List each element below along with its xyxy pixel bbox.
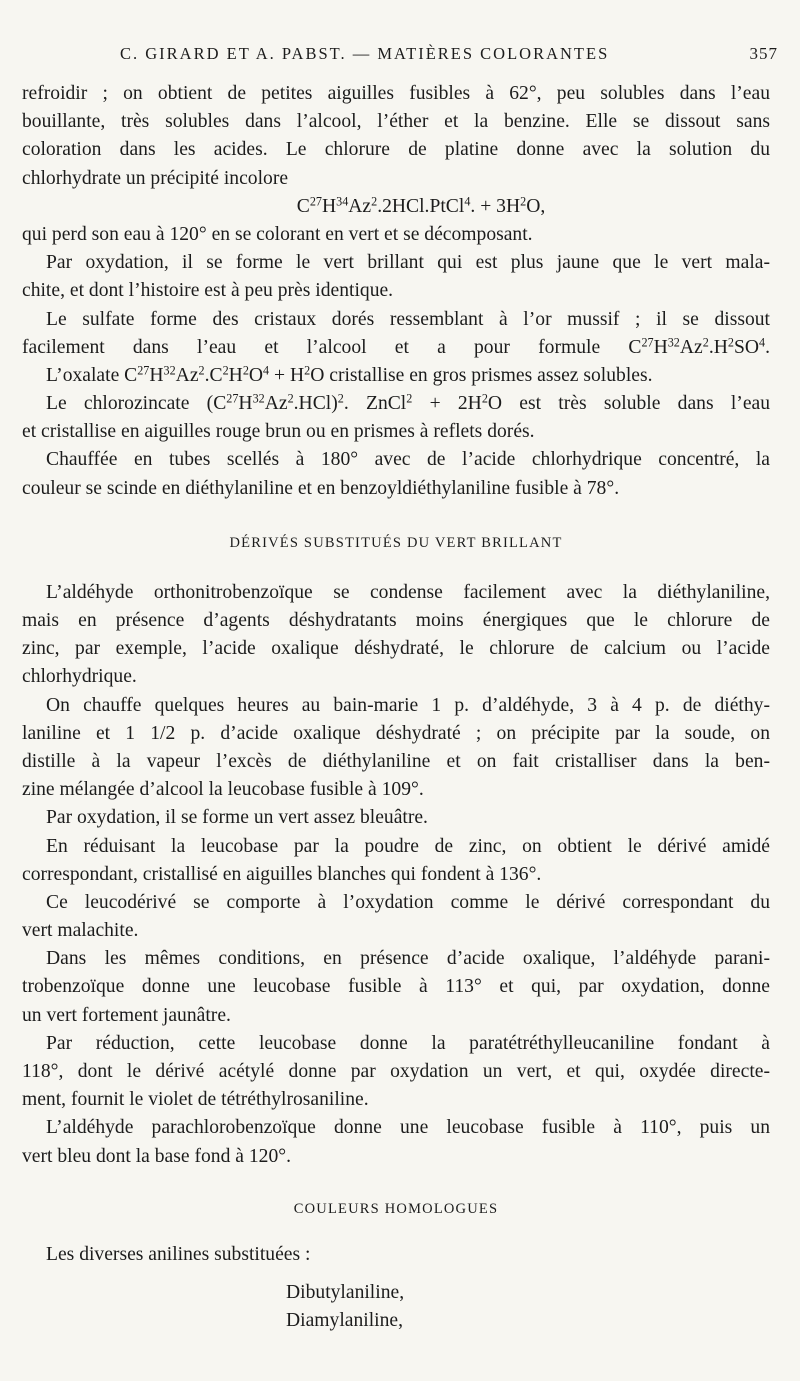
- running-head: C. GIRARD ET A. PABST. — MATIÈRES COLORANTES: [120, 44, 610, 63]
- text-line-with-formula: L’oxalate $C^{27}H^{32}Az^2.C^2H^2O^4 + H^2O$ cristallise en gros prismes assez solubles.: [46, 363, 653, 386]
- text-line: Chauffée en tubes scellés à 180° avec de l’acide chlorhydrique concentré, la: [46, 449, 770, 471]
- text-line: zinc, par exemple, l’acide oxalique déshydraté, le chlorure de calcium ou l’acide: [22, 638, 770, 660]
- text-line: Ce leucodérivé se comporte à l’oxydation comme le dérivé correspondant du: [46, 891, 770, 913]
- text-line: chlorhydrique.: [22, 666, 137, 688]
- text-line: Dans les mêmes conditions, en présence d’acide oxalique, l’aldéhyde parani-: [46, 948, 770, 970]
- text-line: L’aldéhyde parachlorobenzoïque donne une leucobase fusible à 110°, puis un: [46, 1117, 770, 1139]
- text-line: Le sulfate forme des cristaux dorés ressemblant à l’or mussif ; il se dissout: [46, 308, 770, 330]
- text-line: Par réduction, cette leucobase donne la paratétréthylleucaniline fondant à: [46, 1032, 770, 1054]
- text-line: 118°, dont le dérivé acétylé donne par oxydation un vert, et qui, oxydée directe-: [22, 1061, 770, 1082]
- text-line: un vert fortement jaunâtre.: [22, 1004, 231, 1026]
- text-line: Par oxydation, il se forme un vert assez bleuâtre.: [46, 807, 428, 829]
- text-line: correspondant, cristallisé en aiguilles blanches qui fondent à 136°.: [22, 863, 542, 885]
- text-line: L’aldéhyde orthonitrobenzoïque se condense facilement avec la diéthylaniline,: [46, 581, 770, 603]
- section-heading: COULEURS HOMOLOGUES: [293, 1200, 499, 1217]
- oxalate-label: L’oxalate C: [46, 364, 138, 386]
- text-line: Les diverses anilines substituées :: [46, 1243, 311, 1265]
- text-line: zine mélangée d’alcool la leucobase fusible à 109°.: [22, 779, 424, 801]
- text-line: En réduisant la leucobase par la poudre de zinc, on obtient le dérivé amidé: [46, 835, 770, 857]
- text-line: qui perd son eau à 120° en se colorant en vert et se décomposant.: [22, 223, 533, 245]
- text-line: chlorhydrate un précipité incolore: [22, 167, 289, 189]
- text-line: et cristallise en aiguilles rouge brun ou en prismes à reflets dorés.: [22, 421, 535, 443]
- text-line: laniline et 1 1/2 p. d’acide oxalique déshydraté ; on précipite par la soude, on: [22, 722, 770, 744]
- chemical-formula: $C^{27}H^{34}Az^2.2HCl.PtCl^4$. + $3H^2O$,: [296, 194, 546, 217]
- text-line: coloration dans les acides. Le chlorure de platine donne avec la solution du: [22, 139, 770, 161]
- section-heading: DÉRIVÉS SUBSTITUÉS DU VERT BRILLANT: [229, 534, 563, 551]
- text-line: mais en présence d’agents déshydratants moins énergiques que le chlorure de: [22, 610, 770, 631]
- text-line: Par oxydation, il se forme le vert brillant qui est plus jaune que le vert mala-: [46, 252, 770, 274]
- oxalate-description: cristallise en gros prismes assez solubles.: [324, 364, 653, 386]
- text-line: refroidir ; on obtient de petites aiguilles fusibles à 62°, peu solubles dans l’eau: [22, 83, 770, 104]
- text-line: chite, et dont l’histoire est à peu près identique.: [22, 280, 394, 302]
- text-line: ment, fournit le violet de tétréthylrosaniline.: [22, 1089, 369, 1111]
- page-header: [20, 44, 780, 70]
- text-line: bouillante, très solubles dans l’alcool, l’éther et la benzine. Elle se dissout sans: [22, 111, 770, 133]
- list-item: Dibutylaniline,: [286, 1281, 405, 1303]
- text-line: trobenzoïque donne une leucobase fusible à 113° et qui, par oxydation, donne: [22, 976, 770, 998]
- page-number: 357: [749, 44, 778, 63]
- text-line: vert bleu dont la base fond à 120°.: [22, 1145, 292, 1167]
- text-line-with-formula: Le chlorozincate $(C^{27}H^{32}Az^2.HCl)^2$. ZnCl$^2$ + $2H^2O$ est très soluble dans l’eau: [46, 391, 771, 415]
- text-line: distille à la vapeur l’excès de diéthylaniline et on fait cristalliser dans la ben-: [22, 750, 770, 772]
- list-item: Diamylaniline,: [286, 1310, 403, 1332]
- text-line: On chauffe quelques heures au bain-marie 1 p. d’aldéhyde, 3 à 4 p. de diéthy-: [46, 694, 770, 716]
- text-line: vert malachite.: [22, 920, 139, 942]
- text-line-with-formula: facilement dans l’eau et l’alcool et a pour formule $C^{27}H^{32}Az^2.H^2SO^4$.: [22, 335, 770, 358]
- text-line: couleur se scinde en diéthylaniline et en benzoyldiéthylaniline fusible à 78°.: [22, 477, 620, 499]
- page-body: [22, 80, 770, 1335]
